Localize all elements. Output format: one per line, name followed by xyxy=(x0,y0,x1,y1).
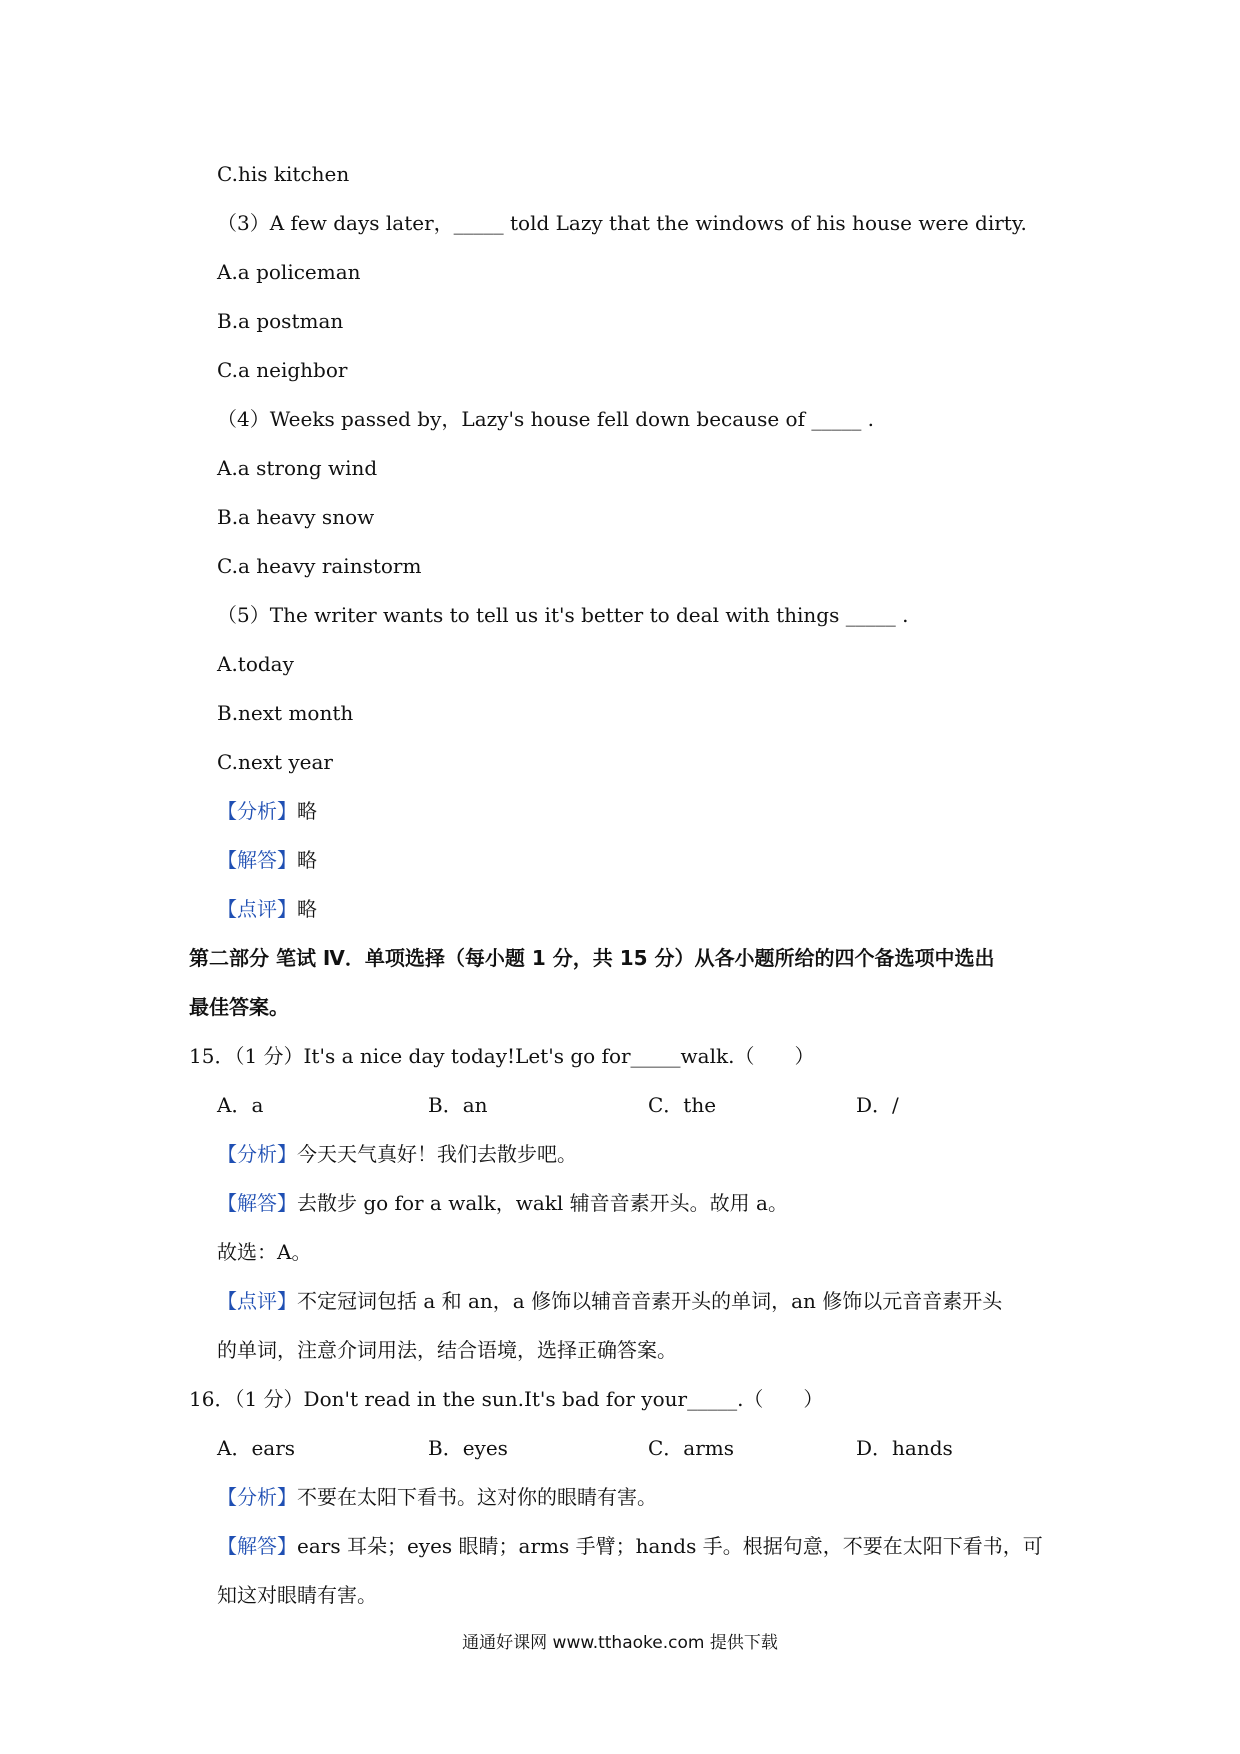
option-5c: C.next year xyxy=(217,750,333,774)
analysis-text: 略 xyxy=(297,799,317,823)
q15-comment xyxy=(217,1287,1002,1315)
q16-analysis xyxy=(217,1483,657,1511)
option-5a: A.today xyxy=(217,652,294,676)
question-3-stem: （3）A few days later，_____ told Lazy that the windows of his house were dirty. xyxy=(217,211,1027,235)
option-3a: A.a policeman xyxy=(217,260,361,284)
option-2c: C.his kitchen xyxy=(217,162,350,186)
q15-analysis xyxy=(217,1140,577,1168)
q15-option-a: A．a xyxy=(217,1093,264,1117)
question-16-stem: 16．（1 分）Don't read in the sun.It's bad for your_____.（ ） xyxy=(189,1387,824,1411)
q15-comment-line2: 的单词，注意介词用法，结合语境，选择正确答案。 xyxy=(217,1338,677,1362)
answer-tag: 【解答】 xyxy=(217,1534,297,1558)
comment-text: 不定冠词包括 a 和 an，a 修饰以辅音音素开头的单词，an 修饰以元音音素开头 xyxy=(297,1289,1003,1313)
prev-answer xyxy=(217,846,317,874)
question-5-stem: （5）The writer wants to tell us it's better to deal with things _____ . xyxy=(217,603,909,627)
prev-analysis xyxy=(217,797,317,825)
analysis-tag: 【分析】 xyxy=(217,799,297,823)
option-3c: C.a neighbor xyxy=(217,358,348,382)
comment-tag: 【点评】 xyxy=(217,897,297,921)
answer-tag: 【解答】 xyxy=(217,848,297,872)
analysis-tag: 【分析】 xyxy=(217,1142,297,1166)
q16-option-c: C．arms xyxy=(648,1436,735,1460)
q16-option-a: A．ears xyxy=(217,1436,296,1460)
comment-text: 略 xyxy=(297,897,317,921)
q15-answer xyxy=(217,1189,788,1217)
q15-option-c: C．the xyxy=(648,1093,717,1117)
option-5b: B.next month xyxy=(217,701,354,725)
q15-option-d: D．/ xyxy=(856,1093,899,1117)
answer-text: ears 耳朵；eyes 眼睛；arms 手臂；hands 手。根据句意，不要在太阳下看书，可 xyxy=(297,1534,1043,1558)
question-4-stem: （4）Weeks passed by，Lazy's house fell down because of _____ . xyxy=(217,407,875,431)
q16-option-b: B．eyes xyxy=(428,1436,508,1460)
option-3b: B.a postman xyxy=(217,309,344,333)
comment-tag: 【点评】 xyxy=(217,1289,297,1313)
page-footer: 通通好课网 www.tthaoke.com 提供下载 xyxy=(462,1633,778,1653)
analysis-tag: 【分析】 xyxy=(217,1485,297,1509)
prev-comment xyxy=(217,895,317,923)
q15-option-b: B．an xyxy=(428,1093,488,1117)
answer-tag: 【解答】 xyxy=(217,1191,297,1215)
analysis-text: 今天天气真好！我们去散步吧。 xyxy=(297,1142,577,1166)
option-4c: C.a heavy rainstorm xyxy=(217,554,422,578)
q16-option-d: D．hands xyxy=(856,1436,953,1460)
section-heading-line2: 最佳答案。 xyxy=(189,995,289,1019)
option-4a: A.a strong wind xyxy=(217,456,378,480)
answer-text: 去散步 go for a walk，wakl 辅音音素开头。故用 a。 xyxy=(297,1191,788,1215)
option-4b: B.a heavy snow xyxy=(217,505,375,529)
section-heading-line1: 第二部分 笔试 Ⅳ．单项选择（每小题 1 分，共 15 分）从各小题所给的四个备选项中选出 xyxy=(189,946,995,970)
analysis-text: 不要在太阳下看书。这对你的眼睛有害。 xyxy=(297,1485,657,1509)
answer-text: 略 xyxy=(297,848,317,872)
q16-answer-line2: 知这对眼睛有害。 xyxy=(217,1583,377,1607)
question-15-stem: 15．（1 分）It's a nice day today!Let's go for_____walk.（ ） xyxy=(189,1044,815,1068)
q16-answer xyxy=(217,1532,1043,1560)
q15-choice: 故选：A。 xyxy=(217,1240,312,1264)
